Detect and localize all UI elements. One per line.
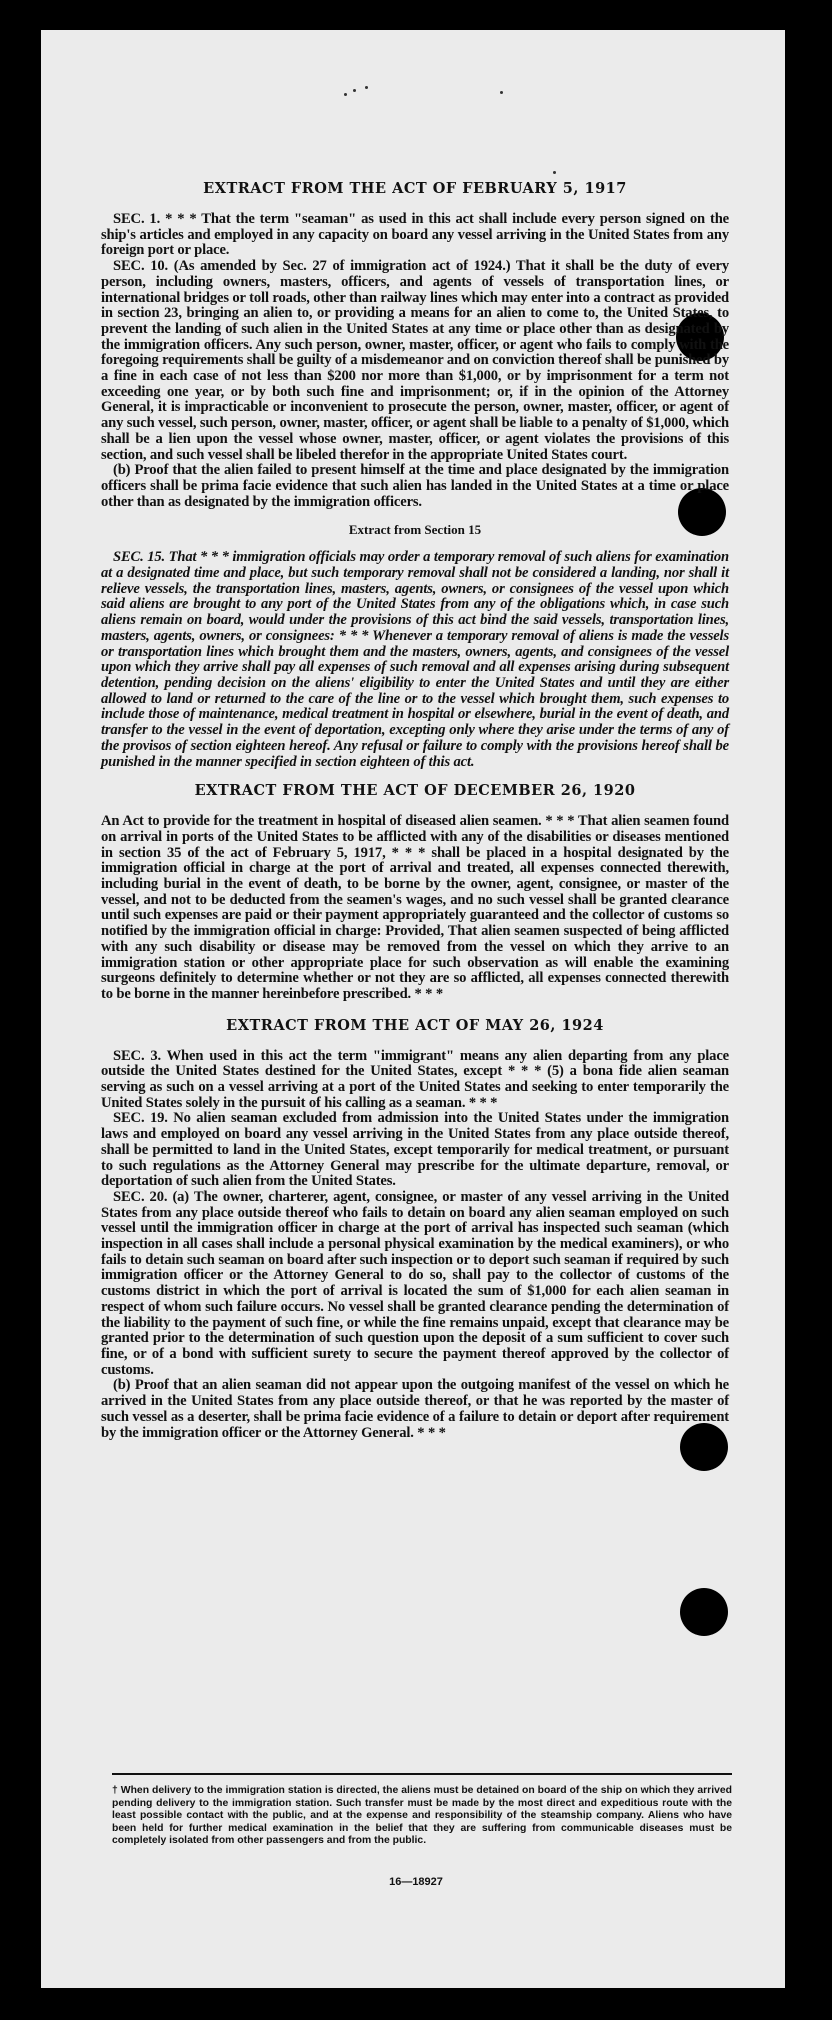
section-act-1924 bbox=[101, 1017, 729, 1442]
paragraph: (b) Proof that an alien seaman did not appear upon the outgoing manifest of the vessel on which he arrived in the United States from any place outside thereof, or that he was reported by the master of such vessel as a deserter, shall be prima facie evidence of a failure to detain or deport after requirement by the immigration officer or the Attorney General. * * * bbox=[101, 1377, 729, 1441]
section-act-1920 bbox=[101, 782, 729, 1002]
punch-hole bbox=[680, 1588, 728, 1636]
section-heading: EXTRACT FROM THE ACT OF DECEMBER 26, 1920 bbox=[194, 782, 636, 800]
paragraph: (b) Proof that the alien failed to present himself at the time and place designated by the immigration officers shall be prima facie evidence that such alien has landed in the United States at a time or place other than as designated by the immigration officers. bbox=[101, 462, 729, 510]
paragraph: SEC. 15. That * * * immigration officials may order a temporary removal of such aliens for examination at a designated time and place, but such temporary removal shall not be considered a landing, nor shall it relieve vessels, the transportation lines, masters, agents, owners, or consignees of the vessel upon which said aliens are brought to any port of the United States from any of the obligations which, in case such aliens remain on board, would under the provisions of this act bind the said vessels, transportation lines, masters, agents, owners, or consignees: * * * Whenever a temporary removal of aliens is made the vessels or transportation lines which brought them and the masters, owners, agents, and consignees of the vessel upon which they arrive shall pay all expenses of such removal and all expenses arising during subsequent detention, pending decision on the aliens' eligibility to enter the United States and until they are either allowed to land or returned to the care of the line or to the vessel which brought them, such expenses to include those of maintenance, medical treatment in hospital or elsewhere, burial in the event of death, and transfer to the vessel in the event of deportation, excepting only where they arise under the terms of any of the provisos of section eighteen hereof. Any refusal or failure to comply with the provisions hereof shall be punished in the manner specified in section eighteen of this act. bbox=[101, 549, 729, 770]
ink-speck bbox=[344, 93, 347, 96]
paragraph: SEC. 20. (a) The owner, charterer, agent, consignee, or master of any vessel arriving in the United States from any place outside thereof who fails to detain on board any alien seaman employed on such vessel until the immigration officer in charge at the port of arrival has inspected such seaman (which inspection in all cases shall include a personal physical examination by the medical examiners), or who fails to detain such seaman on board after such inspection or to deport such seaman if required by such immigration officer or the Attorney General to do so, shall pay to the collector of customs of the customs district in which the port of arrival is located the sum of $1,000 for each alien seaman in respect of whom such failure occurs. No vessel shall be granted clearance pending the determination of the liability to the payment of such fine, or while the fine remains unpaid, except that clearance may be granted prior to the determination of such question upon the deposit of a sum sufficient to cover such fine, or of a bond with sufficient surety to secure the payment thereof approved by the collector of customs. bbox=[101, 1188, 729, 1378]
ink-speck bbox=[553, 171, 556, 174]
ink-speck bbox=[500, 91, 503, 94]
paragraph: SEC. 1. * * * That the term "seaman" as used in this act shall include every person signed on the ship's articles and employed in any capacity on board any vessel arriving in the United States from any foreign port or place. bbox=[101, 211, 729, 259]
paragraph: SEC. 3. When used in this act the term "immigrant" means any alien departing from any place outside the United States destined for the United States, except * * * (5) a bona fide alien seaman serving as such on a vessel arriving at a port of the United States and seeking to enter temporarily the United States solely in the pursuit of his calling as a seaman. * * * bbox=[101, 1047, 729, 1111]
section-heading: EXTRACT FROM THE ACT OF MAY 26, 1924 bbox=[226, 1016, 604, 1034]
document-body bbox=[101, 180, 729, 1441]
section-extract-15 bbox=[101, 522, 729, 770]
ink-speck bbox=[353, 89, 356, 92]
paragraph: SEC. 10. (As amended by Sec. 27 of immigration act of 1924.) That it shall be the duty of every person, including owners, masters, officers, and agents of vessels of transportation lines, or international bridges or toll roads, other than railway lines which may enter into a contract as provided in section 23, bringing an alien to, or providing a means for an alien to come to, the United States, to prevent the landing of such alien in the United States at any time or place other than as designated by the immigration officers. Any such person, owner, master, officer, or agent who fails to comply with the foregoing requirements shall be guilty of a misdemeanor and on conviction thereof shall be punished by a fine in each case of not less than $200 nor more than $1,000, or by imprisonment for a term not exceeding one year, or by both such fine and imprisonment; or, if in the opinion of the Attorney General, it is impracticable or inconvenient to prosecute the person, owner, master, officer, or agent of any such vessel, such person, owner, master, officer, or agent shall be liable to a penalty of $1,000, which shall be a lien upon the vessel whose owner, master, officer, or agent violates the provisions of this section, and such vessel shall be libeled therefor in the appropriate United States court. bbox=[101, 258, 729, 463]
footnote: † When delivery to the immigration station is directed, the aliens must be detained on board of the ship on which they arrived pending delivery to the immigration station. Such transfer must be made by the most direct and expeditious route with the least possible contact with the public, and at the expense and responsibility of the steamship company. Aliens who have been held for further medical examination in the belief that they are suffering from communicable diseases must be completely isolated from other passengers and from the public. bbox=[112, 1773, 732, 1848]
section-act-1917 bbox=[101, 180, 729, 510]
form-number: 16—18927 bbox=[389, 1876, 443, 1888]
section-heading: EXTRACT FROM THE ACT OF FEBRUARY 5, 1917 bbox=[203, 180, 627, 197]
paragraph: SEC. 19. No alien seaman excluded from admission into the United States under the immigration laws and employed on board any vessel arriving in the United States from any place outside thereof, shall be permitted to land in the United States, except temporarily for medical treatment, or pursuant to such regulations as the Attorney General may prescribe for the ultimate departure, removal, or deportation of such alien from the United States. bbox=[101, 1110, 729, 1190]
section-heading: Extract from Section 15 bbox=[348, 522, 482, 538]
paragraph: An Act to provide for the treatment in hospital of diseased alien seamen. * * * That alien seamen found on arrival in ports of the United States to be afflicted with any of the disabilities or diseases mentioned in section 35 of the act of February 5, 1917, * * * shall be placed in a hospital designated by the immigration official in charge at the port of arrival and treated, all expenses connected therewith, including burial in the event of death, to be borne by the owner, agent, consignee, or master of the vessel, and not to be deducted from the seamen's wages, and no such vessel shall be granted clearance until such expenses are paid or their payment appropriately guaranteed and the collector of customs so notified by the immigration official in charge: Provided, That alien seamen suspected of being afflicted with any such disability or disease may be removed from the vessel on which they arrive to an immigration station or other appropriate place for such observation as will enable the examining surgeons definitely to determine whether or not they are so afflicted, all expenses connected therewith to be borne in the manner hereinbefore prescribed. * * * bbox=[101, 813, 729, 1002]
ink-speck bbox=[365, 86, 368, 89]
